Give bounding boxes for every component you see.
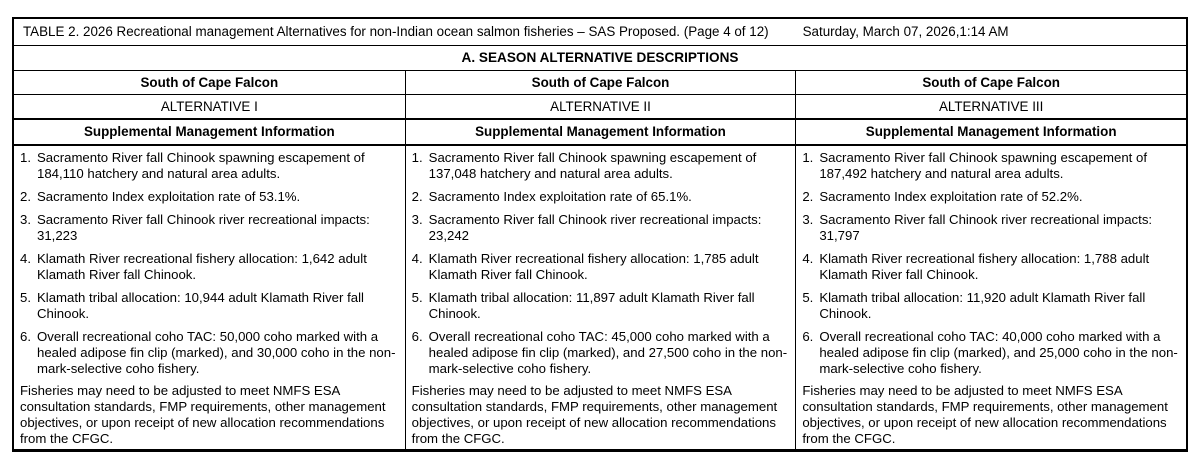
list-item-text: Klamath River recreational fishery allocation: 1,642 adult Klamath River fall Chinook. [37, 251, 367, 282]
list-item [20, 290, 397, 322]
list-item [802, 189, 1178, 205]
list-item [802, 212, 1178, 244]
list-item-text: Klamath River recreational fishery allocation: 1,788 adult Klamath River fall Chinook. [819, 251, 1150, 282]
list-item-text: Klamath tribal allocation: 11,897 adult Klamath River fall Chinook. [428, 290, 755, 321]
season-alternatives-table [12, 17, 1188, 452]
list-item-text: Overall recreational coho TAC: 40,000 coho marked with a healed adipose fin clip (marked), and 25,000 coho in the non-mark-selective coho fishery. [819, 329, 1178, 376]
list-item-number: 1. [411, 150, 423, 165]
region-header: South of Cape Falcon [14, 71, 405, 95]
list-item-number: 3. [802, 212, 814, 227]
list-item [20, 150, 397, 182]
list-item-number: 5. [411, 290, 423, 305]
list-item-text: Overall recreational coho TAC: 45,000 coho marked with a healed adipose fin clip (marked), and 27,500 coho in the non-mark-selective coho fishery. [428, 329, 788, 376]
list-item-number: 2. [20, 189, 31, 204]
list-item [20, 212, 397, 244]
list-item [802, 251, 1178, 283]
list-item [412, 251, 788, 283]
list-item-text: Sacramento River fall Chinook river recreational impacts: 31,223 [37, 212, 370, 243]
list-item-number: 3. [411, 212, 423, 227]
list-item-number: 2. [411, 189, 423, 204]
list-item-number: 4. [20, 251, 31, 266]
list-item [802, 329, 1178, 377]
list-item-text: Klamath tribal allocation: 11,920 adult Klamath River fall Chinook. [819, 290, 1146, 321]
list-item-text: Klamath tribal allocation: 10,944 adult Klamath River fall Chinook. [37, 290, 364, 321]
list-item-number: 1. [20, 150, 31, 165]
list-item-text: Sacramento River fall Chinook river recreational impacts: 31,797 [819, 212, 1153, 243]
list-item-number: 1. [802, 150, 814, 165]
alternative-column-2 [405, 71, 796, 449]
list-item-number: 6. [802, 329, 814, 344]
list-item-number: 4. [802, 251, 814, 266]
list-item-number: 4. [411, 251, 423, 266]
supplemental-header: Supplemental Management Information [796, 120, 1186, 146]
supplemental-header: Supplemental Management Information [406, 120, 796, 146]
list-item-text: Sacramento Index exploitation rate of 53.1%. [37, 189, 301, 204]
list-item-text: Klamath River recreational fishery allocation: 1,785 adult Klamath River fall Chinook. [428, 251, 759, 282]
list-item [412, 150, 788, 182]
list-item [412, 189, 788, 205]
supplemental-body [796, 146, 1186, 449]
list-item-number: 2. [802, 189, 814, 204]
list-item-text: Sacramento Index exploitation rate of 65.1%. [428, 189, 692, 204]
table-title-row [14, 19, 1186, 46]
list-item-number: 6. [411, 329, 423, 344]
supplemental-body [406, 146, 796, 449]
footnote: Fisheries may need to be adjusted to meet NMFS ESA consultation standards, FMP requirements, other management objectives, or upon receipt of new allocation recommendations from the CFGC. [802, 383, 1168, 446]
list-item-number: 5. [20, 290, 31, 305]
list-item [20, 189, 397, 205]
list-item [20, 251, 397, 283]
table-title: TABLE 2. 2026 Recreational management Alternatives for non-Indian ocean salmon fisheries – SAS Proposed. (Page 4 of 12) [23, 24, 769, 39]
supplemental-body [14, 146, 405, 449]
list-item-text: Sacramento River fall Chinook spawning escapement of 187,492 hatchery and natural area adults. [819, 150, 1147, 181]
alternative-header: ALTERNATIVE III [796, 95, 1186, 120]
footnote: Fisheries may need to be adjusted to meet NMFS ESA consultation standards, FMP requirements, other management objectives, or upon receipt of new allocation recommendations from the CFGC. [411, 383, 778, 446]
list-item-text: Sacramento Index exploitation rate of 52.2%. [819, 189, 1083, 204]
list-item-text: Sacramento River fall Chinook river recreational impacts: 23,242 [428, 212, 762, 243]
alternative-header: ALTERNATIVE I [14, 95, 405, 120]
list-item [412, 212, 788, 244]
list-item-text: Sacramento River fall Chinook spawning escapement of 184,110 hatchery and natural area adults. [37, 150, 365, 181]
region-header: South of Cape Falcon [406, 71, 796, 95]
alternative-column-1 [14, 71, 405, 449]
list-item-number: 5. [802, 290, 814, 305]
list-item-text: Sacramento River fall Chinook spawning escapement of 137,048 hatchery and natural area adults. [428, 150, 757, 181]
alternative-column-3 [795, 71, 1186, 449]
footnote: Fisheries may need to be adjusted to meet NMFS ESA consultation standards, FMP requirements, other management objectives, or upon receipt of new allocation recommendations from the CFGC. [20, 383, 386, 446]
list-item-number: 6. [20, 329, 31, 344]
table-timestamp: Saturday, March 07, 2026,1:14 AM [802, 24, 1009, 39]
list-item-number: 3. [20, 212, 31, 227]
alternative-header: ALTERNATIVE II [406, 95, 796, 120]
section-header: A. SEASON ALTERNATIVE DESCRIPTIONS [14, 46, 1186, 71]
list-item-text: Overall recreational coho TAC: 50,000 coho marked with a healed adipose fin clip (marked), and 30,000 coho in the non-mark-selective coho fishery. [37, 329, 396, 376]
region-header: South of Cape Falcon [796, 71, 1186, 95]
supplemental-header: Supplemental Management Information [14, 120, 405, 146]
list-item [802, 150, 1178, 182]
list-item [20, 329, 397, 377]
list-item [802, 290, 1178, 322]
alternatives-grid [14, 71, 1186, 449]
list-item [412, 329, 788, 377]
list-item [412, 290, 788, 322]
